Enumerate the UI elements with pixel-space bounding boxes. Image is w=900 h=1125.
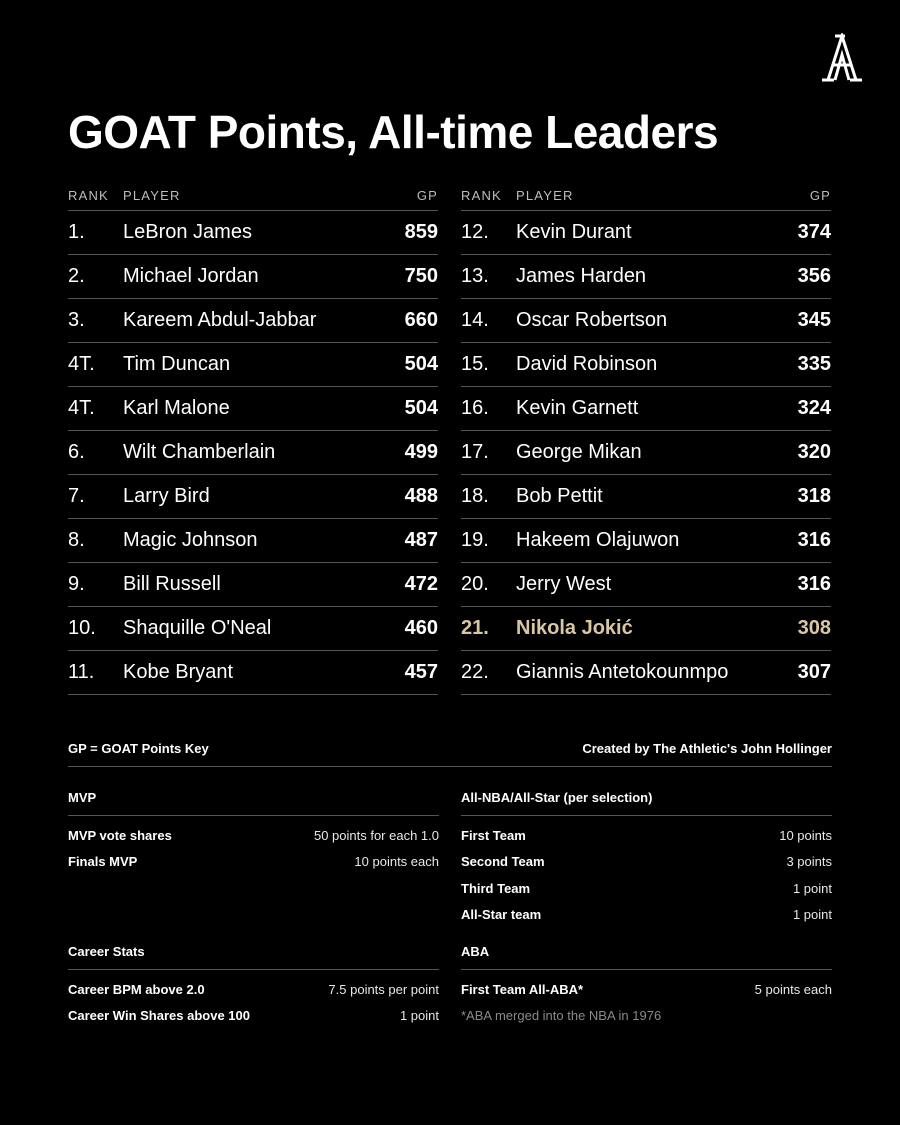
gp-cell: 457 <box>404 661 438 683</box>
key-value: 10 points each <box>354 854 439 870</box>
key-label: All-Star team <box>461 907 542 923</box>
table-row <box>461 387 831 431</box>
key-value: 5 points each <box>754 981 832 997</box>
gp-cell: 320 <box>797 441 831 463</box>
rank-cell: 22. <box>461 661 489 683</box>
rank-cell: 19. <box>461 529 489 551</box>
credit-text: Created by The Athletic's John Hollinger <box>582 741 832 756</box>
athletic-logo-icon <box>818 33 866 83</box>
player-cell: Kevin Garnett <box>516 397 639 419</box>
key-label: Third Team <box>461 880 531 896</box>
gp-cell: 499 <box>404 441 438 463</box>
table-row <box>68 343 438 387</box>
table-row <box>68 607 438 651</box>
player-cell: Kobe Bryant <box>123 661 234 683</box>
leaders-table-left <box>68 180 438 695</box>
table-row <box>461 563 831 607</box>
leaders-table-right <box>461 180 831 695</box>
gp-cell: 487 <box>404 529 438 551</box>
key-row <box>68 1003 439 1030</box>
table-row <box>68 651 438 695</box>
section-title: All-NBA/All-Star (per selection) <box>461 789 832 816</box>
table-row <box>68 387 438 431</box>
key-row <box>461 849 832 876</box>
rank-cell: 14. <box>461 309 489 331</box>
rank-cell: 21. <box>461 617 489 639</box>
key-value: 3 points <box>786 854 832 870</box>
table-row <box>461 519 831 563</box>
player-cell: Shaquille O'Neal <box>123 617 272 639</box>
rank-cell: 18. <box>461 485 489 507</box>
table-row <box>68 211 438 255</box>
table-row <box>68 431 438 475</box>
player-cell: Larry Bird <box>123 485 210 507</box>
page-title: GOAT Points, All-time Leaders <box>68 106 719 158</box>
section-title: MVP <box>68 789 439 816</box>
rank-cell: 9. <box>68 573 85 595</box>
gp-cell: 504 <box>404 353 438 375</box>
aba-section <box>461 943 832 1029</box>
rank-cell: 17. <box>461 441 489 463</box>
gp-cell: 307 <box>797 661 831 683</box>
section-title: ABA <box>461 943 832 970</box>
key-label: Finals MVP <box>68 854 138 870</box>
player-cell: Giannis Antetokounmpo <box>516 661 729 683</box>
player-cell: LeBron James <box>123 221 252 243</box>
rank-cell: 16. <box>461 397 489 419</box>
player-cell: Kevin Durant <box>516 221 632 243</box>
key-value: 1 point <box>792 880 832 896</box>
table-row <box>461 343 831 387</box>
key-value: 10 points <box>779 827 832 843</box>
gp-cell: 345 <box>797 309 831 331</box>
mvp-section <box>68 789 439 875</box>
gp-cell: 488 <box>404 485 438 507</box>
gp-cell: 374 <box>797 221 831 243</box>
gp-cell: 460 <box>404 617 438 639</box>
career-section <box>68 943 439 1029</box>
key-label: Career BPM above 2.0 <box>68 981 205 997</box>
rank-cell: 4T. <box>68 353 95 375</box>
key-row <box>461 822 832 849</box>
table-row <box>68 299 438 343</box>
player-cell: Magic Johnson <box>123 529 258 551</box>
gp-cell: 316 <box>797 573 831 595</box>
key-label: Career Win Shares above 100 <box>68 1008 250 1024</box>
key-row <box>68 822 439 849</box>
table-row <box>68 563 438 607</box>
rank-cell: 10. <box>68 617 96 639</box>
player-cell: James Harden <box>516 265 647 287</box>
gp-cell: 318 <box>797 485 831 507</box>
table-header <box>68 180 438 211</box>
key-value: 7.5 points per point <box>328 981 439 997</box>
player-cell: Nikola Jokić <box>516 617 633 639</box>
key-row <box>461 976 832 1003</box>
allnba-section <box>461 789 832 928</box>
rank-cell: 4T. <box>68 397 95 419</box>
table-row <box>461 431 831 475</box>
table-row <box>68 255 438 299</box>
rank-cell: 7. <box>68 485 85 507</box>
rank-cell: 20. <box>461 573 489 595</box>
rank-header: RANK <box>68 187 109 203</box>
player-cell: Tim Duncan <box>123 353 231 375</box>
key-value: 1 point <box>399 1008 439 1024</box>
table-row <box>68 475 438 519</box>
player-cell: George Mikan <box>516 441 642 463</box>
key-label: GP = GOAT Points Key <box>68 741 209 756</box>
player-header: PLAYER <box>516 187 574 203</box>
player-cell: David Robinson <box>516 353 658 375</box>
rank-cell: 11. <box>68 661 95 683</box>
rank-cell: 13. <box>461 265 489 287</box>
key-label: First Team <box>461 827 526 843</box>
player-cell: Oscar Robertson <box>516 309 668 331</box>
rank-header: RANK <box>461 187 502 203</box>
key-label: MVP vote shares <box>68 827 172 843</box>
rank-cell: 12. <box>461 221 489 243</box>
key-header <box>68 740 832 767</box>
key-label: First Team All-ABA* <box>461 981 584 997</box>
gp-cell: 750 <box>404 265 438 287</box>
player-header: PLAYER <box>123 187 181 203</box>
key-row <box>68 976 439 1003</box>
table-row <box>461 475 831 519</box>
table-row <box>461 299 831 343</box>
rank-cell: 15. <box>461 353 489 375</box>
gp-cell: 472 <box>404 573 438 595</box>
player-cell: Karl Malone <box>123 397 230 419</box>
player-cell: Wilt Chamberlain <box>123 441 276 463</box>
player-cell: Jerry West <box>516 573 612 595</box>
rank-cell: 1. <box>68 221 85 243</box>
player-cell: Michael Jordan <box>123 265 259 287</box>
table-row <box>461 651 831 695</box>
key-value: 1 point <box>792 907 832 923</box>
rank-cell: 6. <box>68 441 85 463</box>
gp-header: GP <box>809 187 831 203</box>
player-cell: Kareem Abdul-Jabbar <box>123 309 317 331</box>
gp-header: GP <box>416 187 438 203</box>
key-row <box>461 875 832 902</box>
gp-cell: 316 <box>797 529 831 551</box>
gp-cell: 335 <box>797 353 831 375</box>
rank-cell: 3. <box>68 309 85 331</box>
player-cell: Bill Russell <box>123 573 221 595</box>
table-header <box>461 180 831 211</box>
key-row <box>68 849 439 876</box>
rank-cell: 8. <box>68 529 85 551</box>
aba-footnote: *ABA merged into the NBA in 1976 <box>461 1008 662 1024</box>
table-row <box>461 255 831 299</box>
gp-cell: 504 <box>404 397 438 419</box>
player-cell: Hakeem Olajuwon <box>516 529 680 551</box>
gp-cell: 356 <box>797 265 831 287</box>
gp-cell: 308 <box>797 617 831 639</box>
table-row <box>461 211 831 255</box>
gp-cell: 324 <box>797 397 831 419</box>
gp-cell: 859 <box>404 221 438 243</box>
gp-cell: 660 <box>404 309 438 331</box>
section-title: Career Stats <box>68 943 439 970</box>
key-value: 50 points for each 1.0 <box>313 827 439 843</box>
key-row <box>461 902 832 929</box>
player-cell: Bob Pettit <box>516 485 603 507</box>
rank-cell: 2. <box>68 265 85 287</box>
table-row <box>461 607 831 651</box>
table-row <box>68 519 438 563</box>
key-label: Second Team <box>461 854 545 870</box>
